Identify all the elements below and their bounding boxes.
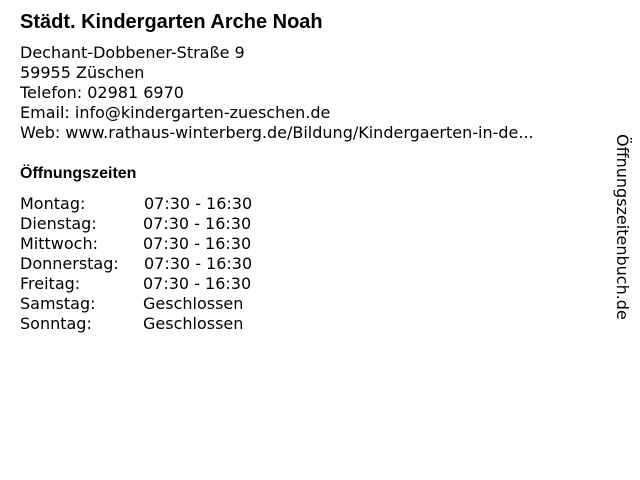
hours-row-friday (20, 274, 320, 294)
address-city: 59955 Züschen (20, 63, 145, 82)
email-line: Email: info@kindergarten-zueschen.de (20, 103, 331, 122)
day-label: Dienstag: (20, 214, 97, 233)
hours-row-tuesday (20, 214, 320, 234)
site-brand: Öffnungszeitenbuch.de (613, 134, 632, 320)
time-value: 07:30 - 16:30 (143, 234, 252, 253)
time-value: 07:30 - 16:30 (144, 194, 253, 213)
time-value: Geschlossen (143, 314, 244, 333)
phone-line: Telefon: 02981 6970 (20, 83, 184, 102)
day-label: Samstag: (20, 294, 96, 313)
hours-row-thursday (20, 254, 320, 274)
day-label: Freitag: (20, 274, 81, 293)
page-title: Städt. Kindergarten Arche Noah (20, 11, 323, 33)
day-label: Sonntag: (20, 314, 92, 333)
opening-hours-table (20, 194, 320, 334)
day-label: Donnerstag: (20, 254, 119, 273)
day-label: Mittwoch: (20, 234, 98, 253)
time-value: 07:30 - 16:30 (143, 214, 252, 233)
time-value: Geschlossen (143, 294, 244, 313)
time-value: 07:30 - 16:30 (144, 254, 253, 273)
hours-row-saturday (20, 294, 320, 314)
hours-row-sunday (20, 314, 320, 334)
day-label: Montag: (20, 194, 86, 213)
website-line: Web: www.rathaus-winterberg.de/Bildung/Kindergaerten-in-de... (20, 123, 534, 142)
time-value: 07:30 - 16:30 (143, 274, 252, 293)
contact-block (20, 43, 534, 143)
hours-row-monday (20, 194, 320, 214)
opening-hours-heading: Öffnungszeiten (20, 165, 137, 182)
address-street: Dechant-Dobbener-Straße 9 (20, 43, 245, 62)
hours-row-wednesday (20, 234, 320, 254)
